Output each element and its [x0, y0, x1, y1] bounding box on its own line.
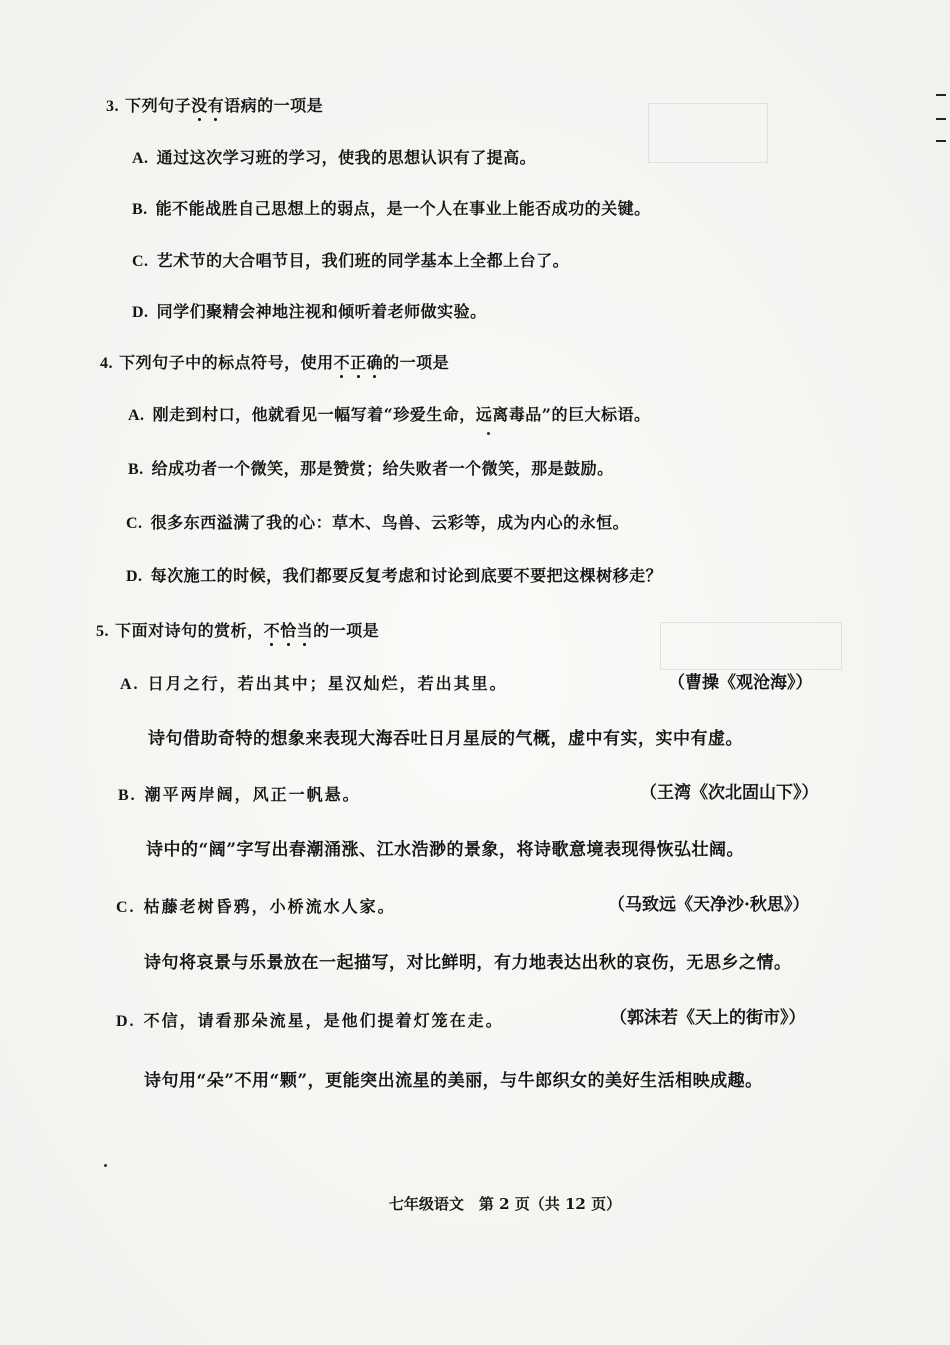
emphasis-char: 确	[366, 353, 384, 372]
question-number: 3.	[106, 98, 119, 115]
option-text: 刚走到村口，他就看见一幅写着“珍爱生命，远离毒品”的巨大标语。	[152, 405, 651, 424]
bleed-through-text	[430, 82, 486, 102]
q5-option-b-analysis: 诗中的“阔”字写出春潮涌涨、江水浩渺的景象，将诗歌意境表现得恢弘壮阔。	[146, 840, 745, 860]
q4-option-c	[126, 510, 629, 533]
poem-text: 枯藤老树昏鸦，小桥流水人家。	[143, 897, 396, 916]
emphasis-char: 正	[350, 353, 367, 372]
bleed-through-box	[660, 622, 842, 670]
margin-mark	[936, 94, 946, 96]
q3-option-b	[132, 196, 651, 219]
q3-option-a	[132, 145, 536, 168]
poem-source: （曹操《观沧海》）	[668, 673, 813, 693]
question-4-stem	[100, 350, 449, 373]
margin-mark	[936, 118, 946, 120]
question-5-stem	[96, 618, 379, 641]
bleed-through-box	[648, 103, 768, 163]
emphasis-char: 没	[191, 96, 208, 115]
option-letter: B.	[128, 461, 144, 478]
q4-option-a	[128, 402, 650, 425]
option-text: 很多东西溢满了我的心：草木、鸟兽、云彩等，成为内心的永恒。	[150, 513, 630, 532]
q5-option-c-poem	[116, 894, 396, 917]
stem-text: 的一项是	[383, 353, 450, 372]
q5-option-c-analysis: 诗句将哀景与乐景放在一起描写，对比鲜明，有力地表达出秋的哀伤，无思乡之情。	[144, 953, 792, 973]
option-text: 给成功者一个微笑，那是赞赏；给失败者一个微笑，那是鼓励。	[151, 459, 614, 478]
emphasis-char: 当	[296, 621, 314, 640]
emphasis-char: 有	[207, 96, 225, 115]
option-letter: A.	[128, 407, 145, 424]
option-text: 通过这次学习班的学习，使我的思想认识有了提高。	[156, 148, 537, 167]
q4-option-b	[128, 456, 614, 479]
emphasis-char: 恰	[280, 621, 297, 640]
question-number: 4.	[100, 355, 113, 372]
option-letter: C.	[126, 515, 143, 532]
stem-text: 的一项是	[313, 621, 380, 640]
option-letter: D.	[116, 1013, 136, 1030]
stem-text: 下列句子中的标点符号，使用	[119, 353, 334, 372]
option-letter: B.	[132, 201, 148, 218]
poem-text: 日月之行，若出其中；星汉灿烂，若出其里。	[147, 674, 508, 693]
option-text: 艺术节的大合唱节目，我们班的同学基本上全都上台了。	[156, 251, 570, 270]
margin-mark	[936, 140, 946, 142]
option-text: 同学们聚精会神地注视和倾听着老师做实验。	[156, 302, 487, 321]
poem-source: （郭沫若《天上的街市》）	[610, 1008, 806, 1028]
option-letter: D.	[126, 568, 143, 585]
q3-option-c	[132, 248, 569, 271]
poem-text: 潮平两岸阔，风正一帆悬。	[144, 785, 361, 804]
q5-option-d-poem	[116, 1008, 504, 1031]
question-number: 5.	[96, 623, 109, 640]
poem-source: （王湾《次北固山下》）	[640, 783, 819, 803]
stem-text: 语病的一项是	[224, 96, 324, 115]
page-footer: 七年级语文 第 2 页（共 12 页）	[388, 1195, 622, 1213]
poem-text: 不信，请看那朵流星，是他们提着灯笼在走。	[143, 1011, 504, 1030]
q5-option-a-analysis: 诗句借助奇特的想象来表现大海吞吐日月星辰的气概，虚中有实，实中有虚。	[148, 729, 743, 749]
emphasis-char: 不	[263, 621, 281, 640]
option-letter: B.	[118, 787, 137, 804]
stem-text: 下面对诗句的赏析，	[115, 621, 264, 640]
q4-option-d	[126, 563, 662, 586]
option-letter: A.	[120, 676, 140, 693]
q3-option-d	[132, 299, 487, 322]
option-letter: C.	[116, 899, 136, 916]
option-text: 能不能战胜自己思想上的弱点，是一个人在事业上能否成功的关键。	[155, 199, 651, 218]
scan-speck	[104, 1164, 107, 1167]
poem-source: （马致远《天净沙·秋思》）	[608, 895, 810, 915]
stem-text: 下列句子	[125, 96, 192, 115]
q5-option-d-analysis: 诗句用“朵”不用“颗”，更能突出流星的美丽，与牛郎织女的美好生活相映成趣。	[144, 1071, 763, 1091]
option-letter: A.	[132, 150, 149, 167]
option-text: 每次施工的时候，我们都要反复考虑和讨论到底要不要把这棵树移走？	[150, 566, 663, 585]
emphasis-char: 不	[333, 353, 351, 372]
scan-speck	[487, 432, 490, 435]
q5-option-b-poem	[118, 782, 361, 805]
option-letter: C.	[132, 253, 149, 270]
q5-option-a-poem	[120, 671, 508, 694]
question-3-stem	[106, 93, 323, 116]
option-letter: D.	[132, 304, 149, 321]
